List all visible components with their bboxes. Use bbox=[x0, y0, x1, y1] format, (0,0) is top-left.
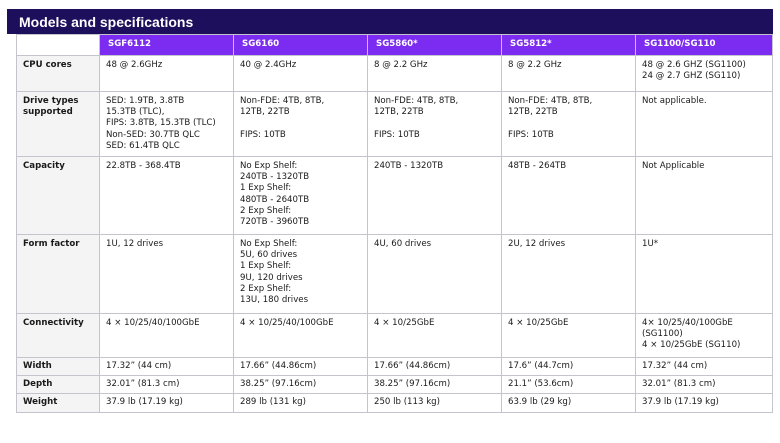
table-cell: 4 × 10/25GbE bbox=[368, 314, 502, 358]
row-label: Width bbox=[17, 358, 100, 376]
table-cell: 17.32” (44 cm) bbox=[100, 358, 234, 376]
table-cell: Not Applicable bbox=[636, 157, 773, 235]
table-cell: 4 × 10/25GbE bbox=[502, 314, 636, 358]
table-cell: 4U, 60 drives bbox=[368, 235, 502, 314]
table-cell: 250 lb (113 kg) bbox=[368, 394, 502, 412]
spec-table bbox=[16, 34, 773, 413]
column-header-sg6160: SG6160 bbox=[234, 35, 368, 56]
table-cell: 4 × 10/25/40/100GbE bbox=[234, 314, 368, 358]
table-row-width bbox=[17, 358, 773, 376]
table-row-depth bbox=[17, 376, 773, 394]
table-cell: 17.66” (44.86cm) bbox=[234, 358, 368, 376]
table-cell: 4 × 10/25/40/100GbE bbox=[100, 314, 234, 358]
column-header-sgf6112: SGF6112 bbox=[100, 35, 234, 56]
table-row-connectivity bbox=[17, 314, 773, 358]
table-cell: 40 @ 2.4GHz bbox=[234, 56, 368, 92]
table-cell: 48 @ 2.6 GHZ (SG1100) 24 @ 2.7 GHZ (SG110) bbox=[636, 56, 773, 92]
section-title: Models and specifications bbox=[7, 9, 773, 34]
table-cell: 289 lb (131 kg) bbox=[234, 394, 368, 412]
table-cell: 32.01” (81.3 cm) bbox=[100, 376, 234, 394]
table-cell: 38.25” (97.16cm) bbox=[368, 376, 502, 394]
table-cell: 4× 10/25/40/100GbE (SG1100) 4 × 10/25GbE (SG110) bbox=[636, 314, 773, 358]
table-cell: 2U, 12 drives bbox=[502, 235, 636, 314]
table-cell: 37.9 lb (17.19 kg) bbox=[636, 394, 773, 412]
row-label: Depth bbox=[17, 376, 100, 394]
column-header-sg5812: SG5812* bbox=[502, 35, 636, 56]
row-label: CPU cores bbox=[17, 56, 100, 92]
row-label: Capacity bbox=[17, 157, 100, 235]
table-cell: 37.9 lb (17.19 kg) bbox=[100, 394, 234, 412]
table-cell: 48TB - 264TB bbox=[502, 157, 636, 235]
table-cell: 17.32” (44 cm) bbox=[636, 358, 773, 376]
table-row-capacity bbox=[17, 157, 773, 235]
table-cell: 63.9 lb (29 kg) bbox=[502, 394, 636, 412]
table-cell: No Exp Shelf: 5U, 60 drives 1 Exp Shelf: 9U, 120 drives 2 Exp Shelf: 13U, 180 drives bbox=[234, 235, 368, 314]
table-cell: 17.66” (44.86cm) bbox=[368, 358, 502, 376]
table-cell: 48 @ 2.6GHz bbox=[100, 56, 234, 92]
table-cell: Non-FDE: 4TB, 8TB, 12TB, 22TB FIPS: 10TB bbox=[234, 92, 368, 157]
row-label: Drive types supported bbox=[17, 92, 100, 157]
spec-panel bbox=[7, 9, 773, 413]
table-cell: 32.01” (81.3 cm) bbox=[636, 376, 773, 394]
header-row bbox=[17, 35, 773, 56]
column-header-sg5860: SG5860* bbox=[368, 35, 502, 56]
table-cell: 21.1” (53.6cm) bbox=[502, 376, 636, 394]
table-cell: 17.6” (44.7cm) bbox=[502, 358, 636, 376]
corner-cell bbox=[17, 35, 100, 56]
row-label: Connectivity bbox=[17, 314, 100, 358]
table-cell: 1U, 12 drives bbox=[100, 235, 234, 314]
table-cell: SED: 1.9TB, 3.8TB 15.3TB (TLC), FIPS: 3.8TB, 15.3TB (TLC) Non-SED: 30.7TB QLC SED: 61.4TB QLC bbox=[100, 92, 234, 157]
table-cell: 38.25” (97.16cm) bbox=[234, 376, 368, 394]
table-cell: Non-FDE: 4TB, 8TB, 12TB, 22TB FIPS: 10TB bbox=[368, 92, 502, 157]
table-cell: Not applicable. bbox=[636, 92, 773, 157]
table-cell: 1U* bbox=[636, 235, 773, 314]
table-cell: 22.8TB - 368.4TB bbox=[100, 157, 234, 235]
table-cell: Non-FDE: 4TB, 8TB, 12TB, 22TB FIPS: 10TB bbox=[502, 92, 636, 157]
table-row-form-factor bbox=[17, 235, 773, 314]
table-cell: 8 @ 2.2 GHz bbox=[502, 56, 636, 92]
table-cell: 240TB - 1320TB bbox=[368, 157, 502, 235]
table-row-cpu-cores bbox=[17, 56, 773, 92]
table-row-weight bbox=[17, 394, 773, 412]
row-label: Weight bbox=[17, 394, 100, 412]
row-label: Form factor bbox=[17, 235, 100, 314]
table-cell: No Exp Shelf: 240TB - 1320TB 1 Exp Shelf: 480TB - 2640TB 2 Exp Shelf: 720TB - 3960TB bbox=[234, 157, 368, 235]
column-header-sg1100-sg110: SG1100/SG110 bbox=[636, 35, 773, 56]
table-row-drive-types bbox=[17, 92, 773, 157]
table-cell: 8 @ 2.2 GHz bbox=[368, 56, 502, 92]
